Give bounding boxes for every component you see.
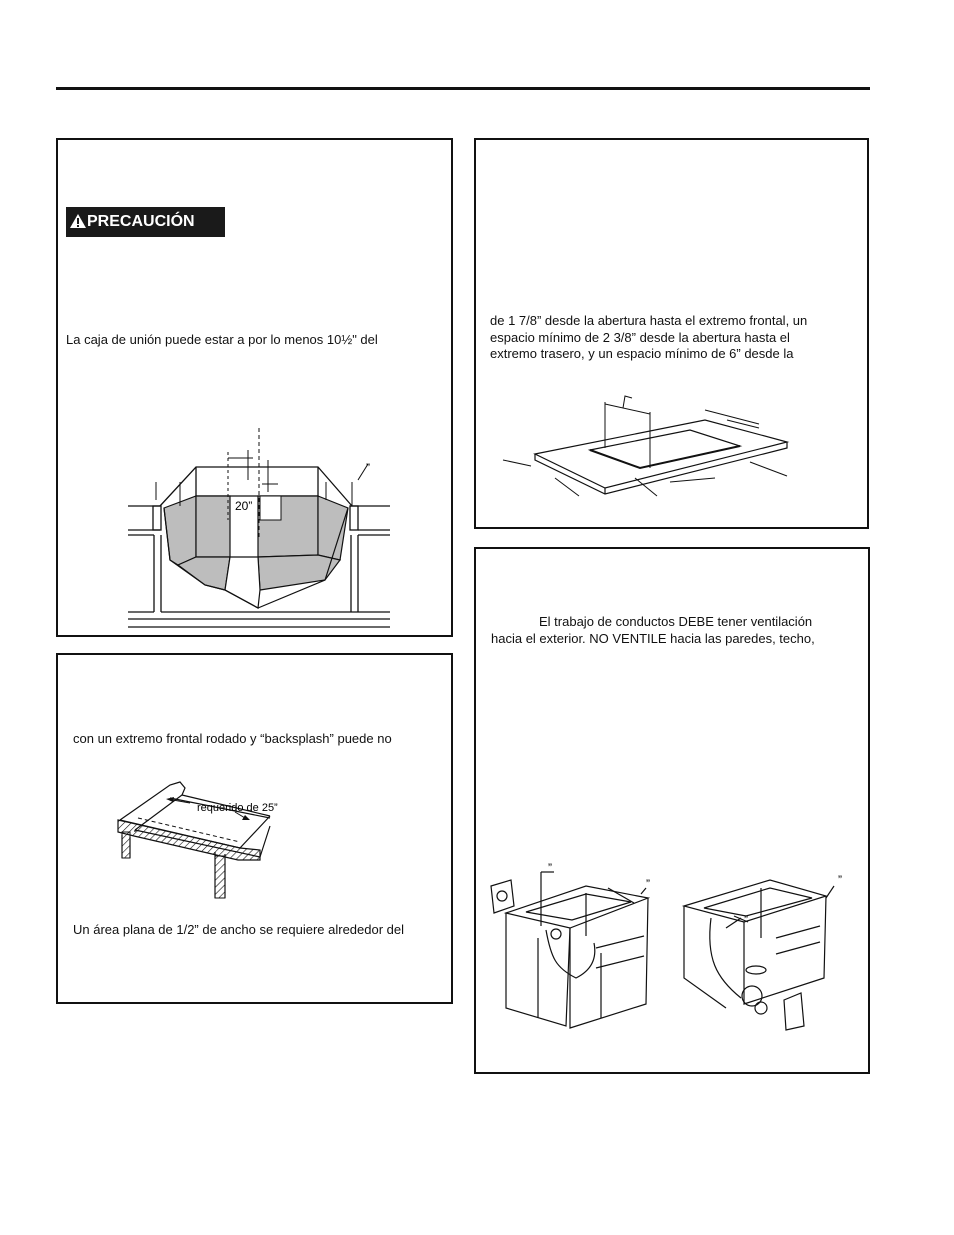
cabinet-cross-section-diagram bbox=[120, 420, 400, 630]
cutout-line-3: extremo trasero, y un espacio mínimo de 6” desde la bbox=[490, 346, 794, 361]
dimension-mark-label: ” bbox=[366, 461, 370, 475]
duct-mark-1: ” bbox=[548, 861, 552, 875]
dimension-20-label: 20” bbox=[235, 499, 253, 513]
cutout-diagram bbox=[495, 390, 805, 510]
duct-mark-3: ” bbox=[744, 913, 748, 927]
caution-label bbox=[66, 207, 225, 237]
ducting-diagram bbox=[486, 858, 858, 1038]
duct-mark-2: ” bbox=[646, 877, 650, 891]
caution-text: PRECAUCIÓN bbox=[87, 213, 195, 230]
countertop-edge-diagram bbox=[110, 780, 280, 900]
countertop-text-2: Un área plana de 1/2” de ancho se requiere alrededor del bbox=[73, 922, 405, 937]
cutout-line-1: de 1 7/8” desde la abertura hasta el extremo frontal, un bbox=[490, 313, 808, 328]
cutout-line-2: espacio mínimo de 2 3/8” desde la abertura hasta el bbox=[490, 330, 790, 345]
junction-box-text: La caja de unión puede estar a por lo menos 10½" del bbox=[66, 332, 378, 347]
required-25-label: requerido de 25” bbox=[197, 802, 278, 814]
ducting-line-2: hacia el exterior. NO VENTILE hacia las paredes, techo, bbox=[491, 631, 815, 646]
header-rule bbox=[56, 87, 870, 90]
duct-mark-4: ” bbox=[838, 873, 842, 887]
countertop-text-1: con un extremo frontal rodado y “backsplash” puede no bbox=[73, 731, 392, 746]
ducting-line-1: El trabajo de conductos DEBE tener ventilación bbox=[539, 614, 813, 629]
warning-icon bbox=[70, 214, 86, 228]
